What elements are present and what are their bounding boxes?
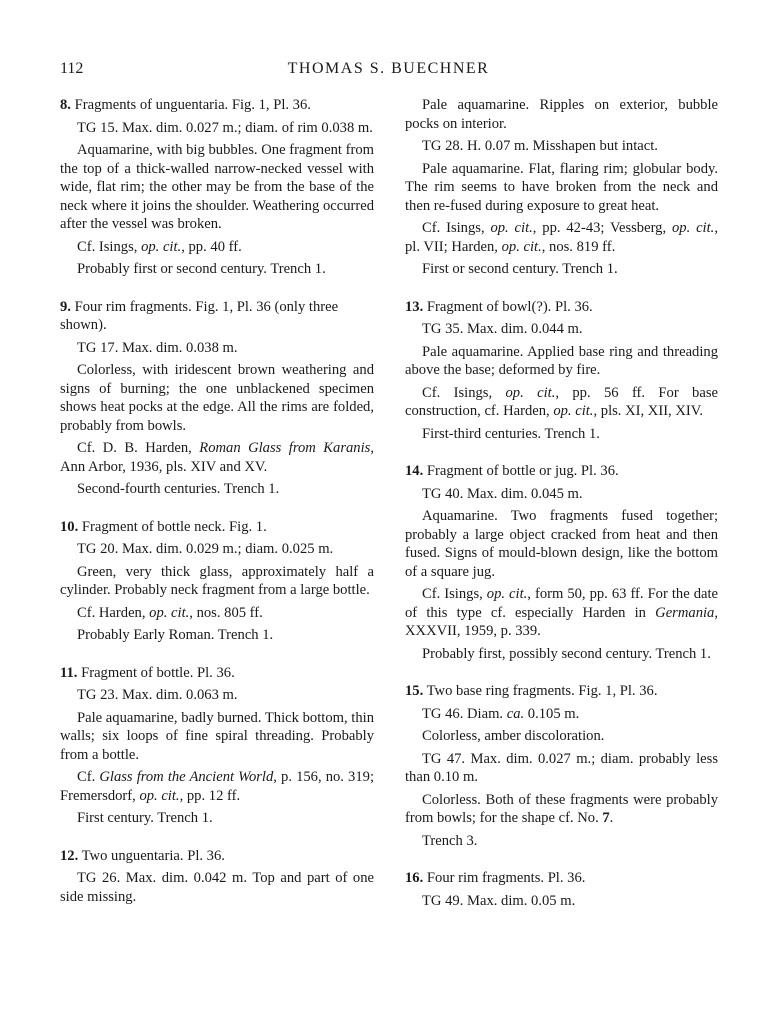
- page-number: 112: [60, 60, 84, 77]
- catalog-entry-13: [405, 298, 718, 444]
- entry-number: 13.: [405, 298, 424, 315]
- entry-dimensions: TG 20. Max. dim. 0.029 m.; diam. 0.025 m.: [77, 541, 334, 557]
- entry-dimensions: TG 35. Max. dim. 0.044 m.: [422, 321, 583, 337]
- entry-dimensions: TG 47. Max. dim. 0.027 m.; diam. probably less than 0.10 m.: [405, 750, 718, 785]
- entry-heading: [405, 682, 718, 701]
- entry-description: Colorless, with iridescent brown weathering and signs of burning; the one unblackened specimen shows heat pocks at the edge. All the rims are folded, probably from bowls.: [60, 362, 374, 434]
- entry-title: Two unguentaria. Pl. 36.: [81, 847, 225, 864]
- entry-number: 8.: [60, 97, 71, 113]
- entry-heading: [60, 664, 374, 683]
- entry-date: Trench 3.: [422, 832, 478, 849]
- entry-dimensions: TG 40. Max. dim. 0.045 m.: [422, 485, 583, 502]
- catalog-entry-9: [60, 298, 374, 499]
- catalog-entry-8: [60, 96, 374, 279]
- entry-dimensions: TG 15. Max. dim. 0.027 m.; diam. of rim 0.038 m.: [77, 119, 373, 136]
- entry-date: First-third centuries. Trench 1.: [422, 425, 600, 442]
- entry-date: First century. Trench 1.: [77, 810, 213, 826]
- entry-number: 16.: [405, 870, 424, 886]
- entry-date: Probably Early Roman. Trench 1.: [77, 627, 274, 643]
- entry-reference: Cf. Harden, op. cit., nos. 805 ff.: [77, 604, 263, 621]
- entry-heading: [60, 518, 374, 537]
- entry-number: 10.: [60, 518, 79, 535]
- entry-dimensions: TG 49. Max. dim. 0.05 m.: [422, 892, 576, 909]
- catalog-entry-15: [405, 682, 718, 850]
- entry-heading: [405, 869, 718, 888]
- entry-description: Pale aquamarine. Ripples on exterior, bubble pocks on interior.: [405, 97, 718, 132]
- entry-number: 11.: [60, 664, 78, 681]
- entry-date: Probably first or second century. Trench 1.: [77, 261, 326, 277]
- entry-description: Colorless, amber discoloration.: [422, 728, 605, 744]
- entry-heading: [60, 298, 374, 335]
- entry-heading: [60, 96, 374, 115]
- entry-dimensions: TG 26. Max. dim. 0.042 m. Top and part of one side missing.: [60, 870, 374, 905]
- entry-date: First or second century. Trench 1.: [422, 261, 618, 277]
- right-column: [405, 96, 718, 929]
- entry-date: Probably first, possibly second century. Trench 1.: [422, 645, 711, 662]
- entry-reference: Cf. Isings, op. cit., form 50, pp. 63 ff. For the date of this type cf. especially Harden in Germania, XXXVII, 1959, p. 339.: [405, 586, 719, 639]
- entry-description: Aquamarine, with big bubbles. One fragment from the top of a thick-walled narrow-necked vessel with wide, flat rim; the other may be from the base of the neck where it joins the shoulder. Weathering occurred after the vessel was broken.: [60, 142, 374, 232]
- page-header: [0, 56, 777, 86]
- entry-description: Pale aquamarine, badly burned. Thick bottom, thin walls; six loops of fine spiral threading. Probably from a bottle.: [60, 709, 374, 763]
- entry-number: 15.: [405, 683, 424, 699]
- entry-title: Four rim fragments. Pl. 36.: [426, 870, 586, 886]
- entry-title: Fragment of bottle. Pl. 36.: [81, 664, 235, 681]
- left-column: [60, 96, 374, 925]
- entry-number: 9.: [60, 298, 71, 315]
- entry-heading: [405, 462, 718, 481]
- entry-reference: Cf. Isings, op. cit., pp. 40 ff.: [77, 238, 242, 255]
- catalog-entry-12: [60, 847, 374, 907]
- entry-dimensions: TG 23. Max. dim. 0.063 m.: [77, 687, 238, 703]
- entry-reference: Cf. Isings, op. cit., pp. 42-43; Vessberg, op. cit., pl. VII; Harden, op. cit., nos. 819 ff.: [405, 220, 718, 255]
- entry-number: 14.: [405, 463, 424, 479]
- running-head: THOMAS S. BUECHNER: [287, 60, 490, 77]
- entry-title: Fragment of bowl(?). Pl. 36.: [426, 298, 593, 315]
- entry-title: Two base ring fragments. Fig. 1, Pl. 36.: [426, 683, 658, 699]
- catalog-entry-14: [405, 462, 718, 663]
- entry-description: Pale aquamarine. Applied base ring and threading above the base; deformed by fire.: [405, 343, 718, 378]
- entry-dimensions: TG 46. Diam. ca. 0.105 m.: [422, 705, 580, 722]
- entry-description: Pale aquamarine. Flat, flaring rim; globular body. The rim seems to have broken from the neck and then re-fused during exposure to great heat.: [405, 160, 718, 214]
- entry-reference: Cf. Isings, op. cit., pp. 56 ff. For base construction, cf. Harden, op. cit., pls. XI, XII, XIV.: [405, 384, 718, 419]
- entry-date: Second-fourth centuries. Trench 1.: [77, 481, 280, 497]
- entry-description: Green, very thick glass, approximately half a cylinder. Probably neck fragment from a large bottle.: [60, 563, 374, 598]
- entry-number: 12.: [60, 847, 79, 864]
- entry-heading: [405, 298, 718, 317]
- catalog-entry-11: [60, 664, 374, 828]
- entry-title: Fragment of bottle neck. Fig. 1.: [81, 518, 267, 535]
- entry-description: Aquamarine. Two fragments fused together; probably a large object cracked from heat and then fused. Signs of mould-blown design, like the bottom of a square jug.: [405, 508, 718, 580]
- entry-reference: Cf. D. B. Harden, Roman Glass from Karanis, Ann Arbor, 1936, pls. XIV and XV.: [60, 440, 374, 475]
- catalog-entry-10: [60, 518, 374, 645]
- entry-dimensions: TG 17. Max. dim. 0.038 m.: [77, 339, 238, 356]
- entry-title: Fragment of bottle or jug. Pl. 36.: [426, 463, 619, 479]
- entry-heading: [60, 847, 374, 866]
- entry-reference: Cf. Glass from the Ancient World, p. 156, no. 319; Fremersdorf, op. cit., pp. 12 ff.: [60, 769, 375, 804]
- entry-title: Fragments of unguentaria. Fig. 1, Pl. 36.: [74, 97, 311, 113]
- entry-title: Four rim fragments. Fig. 1, Pl. 36 (only three shown).: [60, 298, 339, 333]
- catalog-entry-16: [405, 869, 718, 910]
- catalog-entry-12-continued: [405, 96, 718, 279]
- entry-description: Colorless. Both of these fragments were probably from bowls; for the shape cf. No. 7.: [405, 791, 718, 826]
- entry-dimensions: TG 28. H. 0.07 m. Misshapen but intact.: [422, 138, 658, 154]
